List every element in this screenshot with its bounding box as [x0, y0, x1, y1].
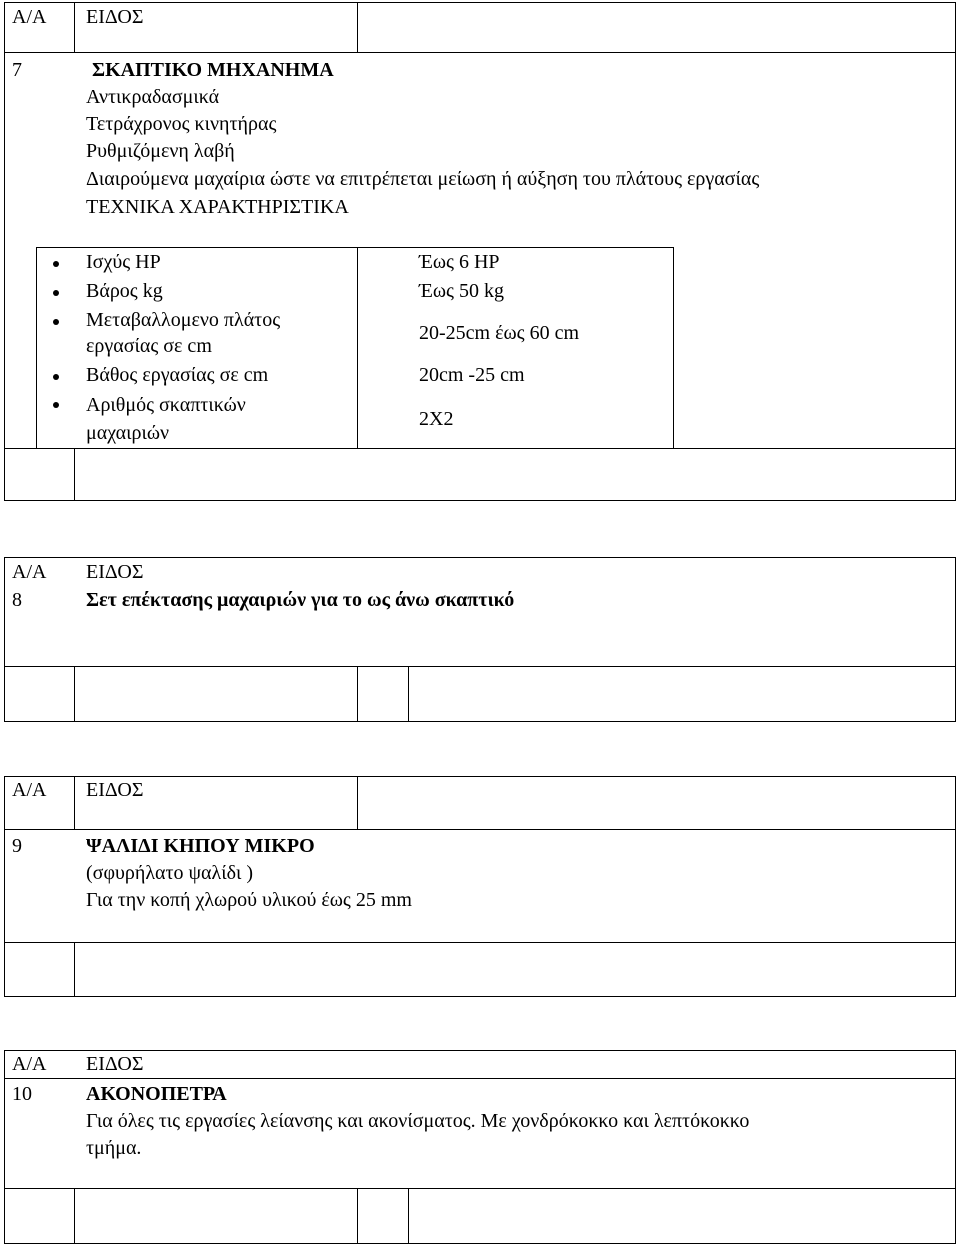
header-eidos: ΕΙΔΟΣ	[86, 6, 144, 28]
specs-heading: ΤΕΧΝΙΚΑ ΧΑΡΑΚΤΗΡΙΣΤΙΚΑ	[86, 196, 349, 218]
header-eidos: ΕΙΔΟΣ	[86, 779, 144, 801]
description-line: Ρυθμιζόμενη λαβή	[86, 140, 235, 162]
spec-value: 2Χ2	[419, 408, 454, 430]
item-number: 10	[12, 1083, 32, 1105]
description-line: Διαιρούμενα μαχαίρια ώστε να επιτρέπεται μείωση ή αύξηση του πλάτους εργασίας	[86, 168, 760, 190]
spec-value: 20-25cm έως 60 cm	[419, 322, 580, 344]
item-number: 9	[12, 835, 22, 857]
bullet-icon	[53, 261, 59, 267]
item-number: 8	[12, 589, 22, 611]
header-eidos: ΕΙΔΟΣ	[86, 1053, 144, 1075]
item-title: Σετ επέκτασης μαχαιριών για το ως άνω σκαπτικό	[86, 589, 515, 611]
spec-label: Μεταβαλλομενο πλάτος	[86, 309, 281, 331]
spec-label: μαχαιριών	[86, 422, 170, 444]
bullet-icon	[53, 374, 59, 380]
spec-label: Αριθμός σκαπτικών	[86, 394, 246, 416]
header-aa: Α/Α	[12, 561, 47, 583]
item-title: ΣΚΑΠΤΙΚΟ ΜΗΧΑΝΗΜΑ	[92, 59, 334, 81]
item-title: ΑΚΟΝΟΠΕΤΡΑ	[86, 1083, 227, 1105]
description-line: (σφυρήλατο ψαλίδι )	[86, 862, 254, 884]
description-line: Για όλες τις εργασίες λείανσης και ακονίσματος. Με χονδρόκοκκο και λεπτόκοκκο	[86, 1110, 750, 1132]
header-aa: Α/Α	[12, 1053, 47, 1075]
description-line: τμήμα.	[86, 1137, 142, 1159]
description-line: Αντικραδασμικά	[86, 86, 220, 108]
spec-label: εργασίας σε cm	[86, 335, 212, 357]
bullet-icon	[53, 402, 59, 408]
description-line: Για την κοπή χλωρού υλικού έως 25 mm	[86, 889, 412, 911]
item-number: 7	[12, 59, 22, 81]
header-aa: Α/Α	[12, 779, 47, 801]
header-eidos: ΕΙΔΟΣ	[86, 561, 144, 583]
spec-value: Έως 6 HP	[419, 251, 500, 273]
item-title: ΨΑΛΙΔΙ ΚΗΠΟΥ ΜΙΚΡΟ	[86, 835, 315, 857]
spec-label: Βάρος kg	[86, 280, 163, 302]
bullet-icon	[53, 290, 59, 296]
description-line: Τετράχρονος κινητήρας	[86, 113, 277, 135]
header-aa: Α/Α	[12, 6, 47, 28]
spec-label: Ισχύς HP	[86, 251, 161, 273]
spec-value: Έως 50 kg	[419, 280, 504, 302]
spec-value: 20cm -25 cm	[419, 364, 525, 386]
bullet-icon	[53, 319, 59, 325]
spec-label: Βάθος εργασίας σε cm	[86, 364, 269, 386]
